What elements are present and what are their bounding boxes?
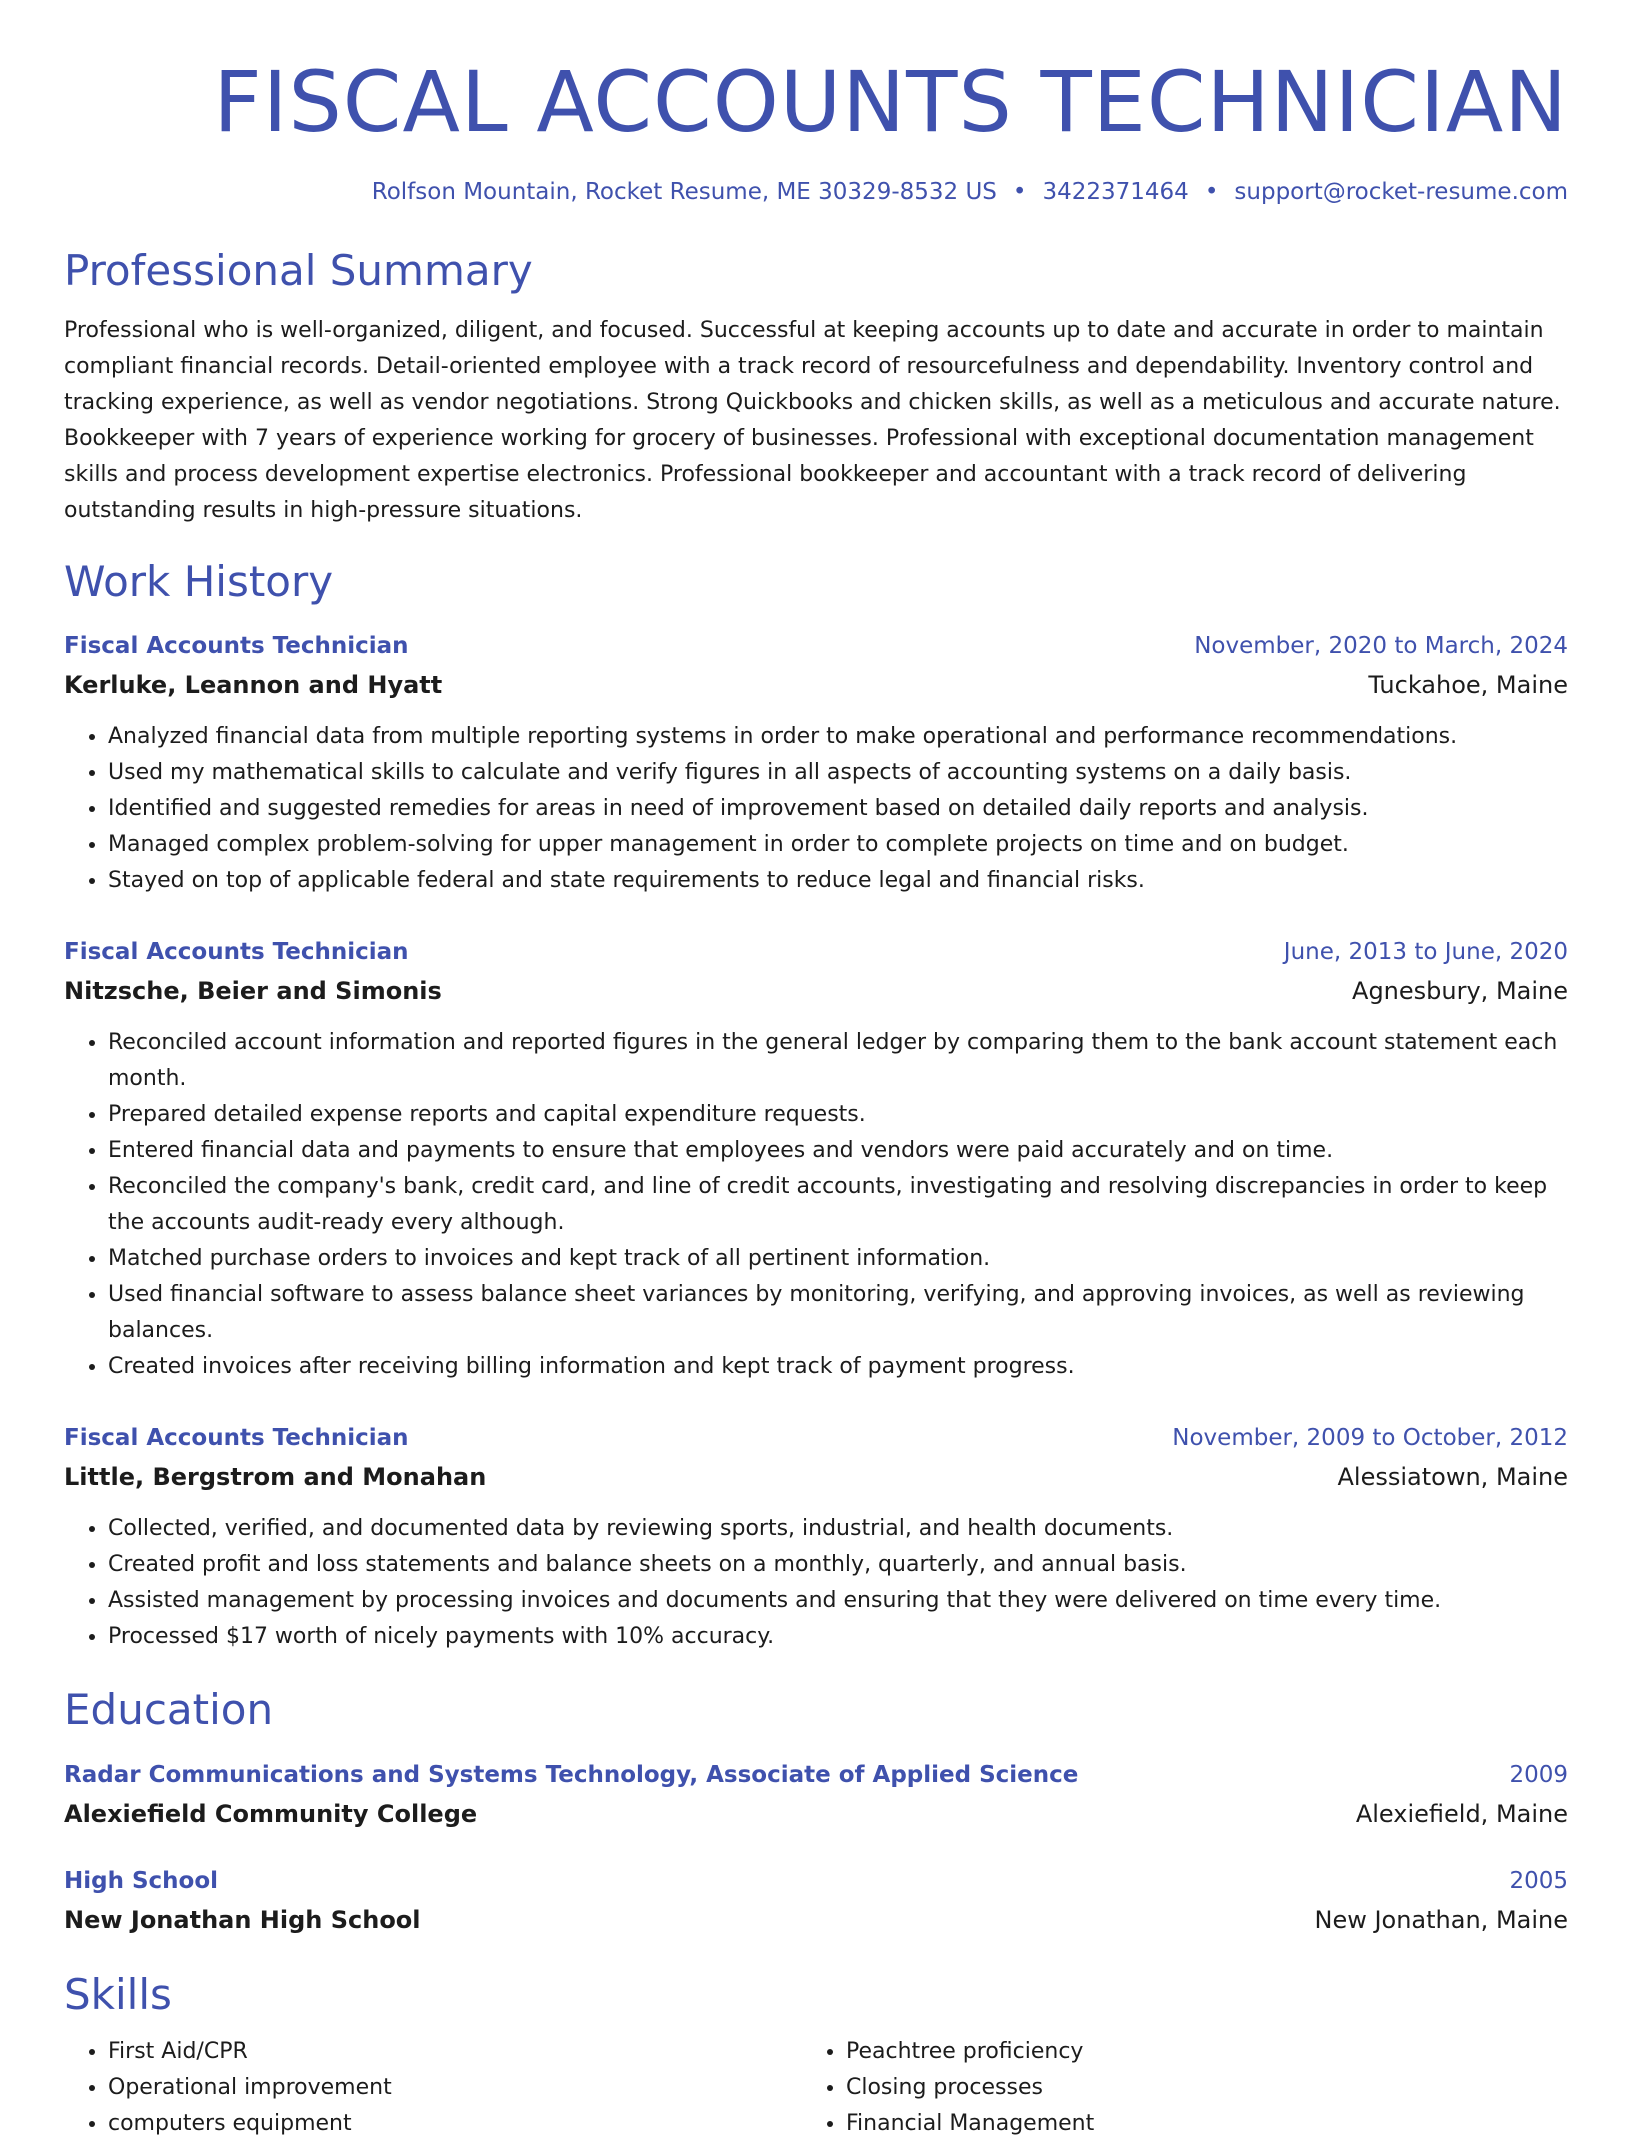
job-bullet: • Collected, verified, and documented data by reviewing sports, industrial, and health documents. bbox=[108, 1511, 1568, 1547]
education-header bbox=[64, 1758, 1568, 1792]
job-role: Fiscal Accounts Technician bbox=[64, 939, 409, 966]
job-bullet: • Identified and suggested remedies for areas in need of improvement based on detailed daily reports and analysis. bbox=[108, 791, 1568, 827]
summary-text: Professional who is well-organized, diligent, and focused. Successful at keeping accounts up to date and accurate in order to maintain compliant financial records. Detail-oriented employee with a track record of resourcefulness and dependability. Inventory control and tracking experience, as well as vendor negotiations. Strong Quickbooks and chicken skills, as well as a meticulous and accurate nature. Bookkeeper with 7 years of experience working for grocery of businesses. Professional with exceptional documentation management skills and process development expertise electronics. Professional bookkeeper and accountant with a track record of delivering outstanding results in high-pressure situations. bbox=[64, 317, 1561, 523]
skill-item: • First Aid/CPR bbox=[108, 2034, 802, 2070]
skills-section bbox=[64, 1970, 1568, 2142]
job-bullet: • Reconciled the company's bank, credit card, and line of credit accounts, investigating and resolving discrepancies in order to keep the accounts audit-ready every although. bbox=[108, 1169, 1568, 1241]
education-entry bbox=[64, 1758, 1568, 1834]
skill-item: • Operational improvement bbox=[108, 2070, 802, 2106]
contact-line bbox=[64, 179, 1568, 207]
job-bullet: • Managed complex problem-solving for upper management in order to complete projects on time and on budget. bbox=[108, 827, 1568, 863]
section-title-work: Work History bbox=[64, 556, 334, 606]
contact-address: Rolfson Mountain, Rocket Resume, ME 30329-8532 US bbox=[371, 178, 997, 205]
job-entry bbox=[64, 935, 1568, 1385]
education-year: 2005 bbox=[1509, 1867, 1568, 1894]
job-role: Fiscal Accounts Technician bbox=[64, 633, 409, 660]
education-entry bbox=[64, 1864, 1568, 1940]
job-entry bbox=[64, 629, 1568, 899]
job-company: Nitzsche, Beier and Simonis bbox=[64, 977, 442, 1006]
skill-item: • computers equipment bbox=[108, 2106, 802, 2142]
work-history-section bbox=[64, 557, 1568, 1655]
job-subheader bbox=[64, 971, 1568, 1011]
section-title-summary: Professional Summary bbox=[64, 246, 533, 296]
education-section bbox=[64, 1685, 1568, 1939]
job-location: Alessiatown, Maine bbox=[1337, 1463, 1568, 1492]
job-entry bbox=[64, 1421, 1568, 1655]
skill-item: • Peachtree proficiency bbox=[846, 2034, 1540, 2070]
job-company: Little, Bergstrom and Monahan bbox=[64, 1463, 487, 1492]
job-bullet: • Created profit and loss statements and balance sheets on a monthly, quarterly, and annual basis. bbox=[108, 1547, 1568, 1583]
job-location: Tuckahoe, Maine bbox=[1368, 671, 1568, 700]
job-header bbox=[64, 629, 1568, 663]
skills-grid bbox=[64, 2034, 1568, 2142]
education-school: New Jonathan High School bbox=[64, 1905, 421, 1934]
skill-item: • Financial Management bbox=[846, 2106, 1540, 2142]
job-dates: June, 2013 to June, 2020 bbox=[1283, 939, 1568, 966]
separator-dot: • bbox=[1204, 178, 1219, 205]
education-location: Alexiefield, Maine bbox=[1355, 1799, 1568, 1828]
resume-title: FISCAL ACCOUNTS TECHNICIAN bbox=[213, 53, 1568, 151]
job-bullet: • Matched purchase orders to invoices and kept track of all pertinent information. bbox=[108, 1241, 1568, 1277]
education-school: Alexiefield Community College bbox=[64, 1799, 478, 1828]
job-bullet: • Processed $17 worth of nicely payments with 10% accuracy. bbox=[108, 1619, 1568, 1655]
job-bullet: • Analyzed financial data from multiple reporting systems in order to make operational and performance recommendations. bbox=[108, 719, 1568, 755]
job-bullet: • Reconciled account information and reported figures in the general ledger by comparing them to the bank account statement each month. bbox=[108, 1025, 1568, 1097]
job-dates: November, 2020 to March, 2024 bbox=[1194, 633, 1568, 660]
job-location: Agnesbury, Maine bbox=[1352, 977, 1568, 1006]
section-title-skills: Skills bbox=[64, 1969, 172, 2019]
education-year: 2009 bbox=[1509, 1761, 1568, 1788]
job-header bbox=[64, 1421, 1568, 1455]
contact-email: support@rocket-resume.com bbox=[1234, 178, 1568, 205]
job-bullets bbox=[64, 1511, 1568, 1655]
education-header bbox=[64, 1864, 1568, 1898]
job-bullet: • Used my mathematical skills to calculate and verify figures in all aspects of accounting systems on a daily basis. bbox=[108, 755, 1568, 791]
job-bullet: • Created invoices after receiving billing information and kept track of payment progress. bbox=[108, 1349, 1568, 1385]
contact-phone: 3422371464 bbox=[1042, 178, 1189, 205]
job-header bbox=[64, 935, 1568, 969]
job-company: Kerluke, Leannon and Hyatt bbox=[64, 671, 443, 700]
job-bullets bbox=[64, 1025, 1568, 1385]
job-bullet: • Prepared detailed expense reports and capital expenditure requests. bbox=[108, 1097, 1568, 1133]
summary-section bbox=[64, 246, 1568, 528]
job-bullet: • Entered financial data and payments to ensure that employees and vendors were paid accurately and on time. bbox=[108, 1133, 1568, 1169]
skill-item: • Closing processes bbox=[846, 2070, 1540, 2106]
job-bullet: • Stayed on top of applicable federal and state requirements to reduce legal and financial risks. bbox=[108, 863, 1568, 899]
education-degree: High School bbox=[64, 1867, 219, 1894]
resume-header bbox=[64, 52, 1568, 206]
job-bullet: • Assisted management by processing invoices and documents and ensuring that they were delivered on time every time. bbox=[108, 1583, 1568, 1619]
skills-column-right bbox=[802, 2034, 1540, 2142]
job-dates: November, 2009 to October, 2012 bbox=[1172, 1425, 1568, 1452]
education-subheader bbox=[64, 1900, 1568, 1940]
skills-column-left bbox=[64, 2034, 802, 2142]
education-degree: Radar Communications and Systems Technology, Associate of Applied Science bbox=[64, 1761, 1079, 1788]
job-subheader bbox=[64, 1457, 1568, 1497]
section-title-education: Education bbox=[64, 1685, 274, 1735]
job-bullet: • Used financial software to assess balance sheet variances by monitoring, verifying, and approving invoices, as well as reviewing balances. bbox=[108, 1277, 1568, 1349]
job-bullets bbox=[64, 719, 1568, 899]
job-role: Fiscal Accounts Technician bbox=[64, 1425, 409, 1452]
separator-dot: • bbox=[1012, 178, 1027, 205]
education-subheader bbox=[64, 1794, 1568, 1834]
job-subheader bbox=[64, 665, 1568, 705]
education-location: New Jonathan, Maine bbox=[1314, 1905, 1568, 1934]
